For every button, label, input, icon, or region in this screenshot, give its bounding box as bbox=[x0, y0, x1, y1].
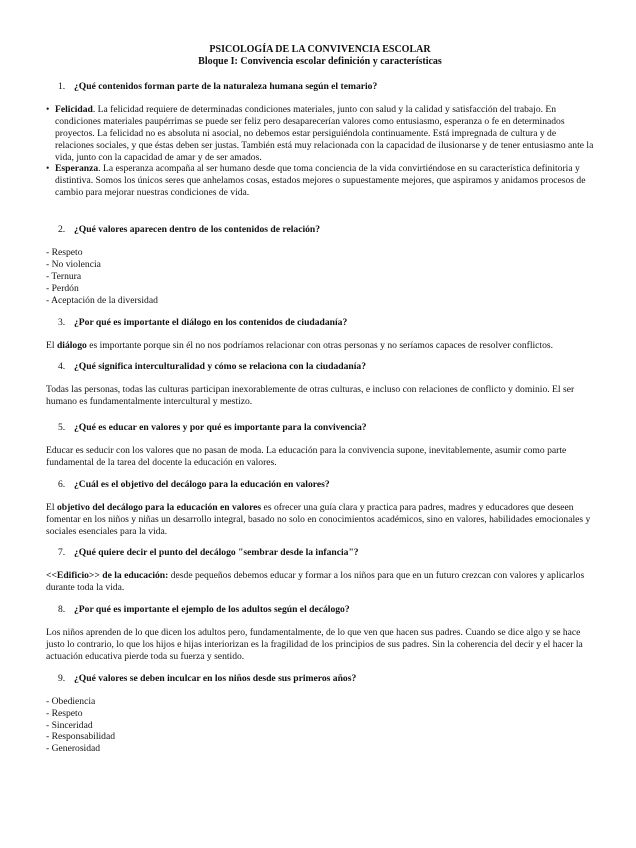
question-2-text: ¿Qué valores aparecen dentro de los contenidos de relación? bbox=[74, 224, 321, 236]
list-item: - Sinceridad bbox=[46, 720, 594, 732]
question-4-answer: Todas las personas, todas las culturas participan inexorablemente de otras culturas, e incluso con relaciones de conflicto y dominio. El ser humano es fundamentalmente intercultural y mestizo. bbox=[46, 384, 575, 408]
question-5: 5. ¿Qué es educar en valores y por qué es importante para la convivencia? bbox=[58, 422, 367, 434]
question-3-text: ¿Por qué es importante el diálogo en los contenidos de ciudadanía? bbox=[74, 316, 348, 328]
question-7-text: ¿Qué quiere decir el punto del decálogo "sembrar desde la infancia"? bbox=[74, 547, 359, 559]
list-item: - Perdón bbox=[46, 283, 594, 295]
question-6: 6. ¿Cuál es el objetivo del decálogo para la educación en valores? bbox=[58, 478, 330, 490]
question-5-text: ¿Qué es educar en valores y por qué es importante para la convivencia? bbox=[74, 422, 367, 434]
question-6-text: ¿Cuál es el objetivo del decálogo para la educación en valores? bbox=[74, 478, 330, 490]
answer-term: Esperanza bbox=[55, 163, 99, 175]
list-item: - Generosidad bbox=[46, 743, 594, 755]
question-1-text: ¿Qué contenidos forman parte de la naturaleza humana según el temario? bbox=[74, 81, 378, 92]
document-subtitle: Bloque I: Convivencia escolar definición y características bbox=[198, 56, 442, 67]
document-page bbox=[46, 44, 594, 755]
question-9-answer-list bbox=[46, 696, 594, 756]
question-1: 1. ¿Qué contenidos forman parte de la naturaleza humana según el temario? bbox=[58, 81, 378, 92]
question-4: 4. ¿Qué significa interculturalidad y cómo se relaciona con la ciudadanía? bbox=[58, 361, 366, 373]
question-7-answer: <<Edificio>> de la educación: desde pequeños debemos educar y formar a los niños para que en un futuro crezcan con valores y aplicarlos durante toda la vida. bbox=[46, 570, 585, 594]
question-5-answer: Educar es seducir con los valores que no pasan de moda. La educación para la convivencia supone, inevitablemente, asumir como parte fundamental de la tarea del docente la educación en valores. bbox=[46, 445, 567, 468]
document-title: PSICOLOGÍA DE LA CONVIVENCIA ESCOLAR bbox=[209, 44, 431, 55]
question-6-answer: El objetivo del decálogo para la educación en valores es ofrecer una guía clara y practica para padres, madres y educadores que deseen fomentar en los niños y niñas un desarrollo integral, basado no solo en conocimientos académicos, sino en valores, habilidades emocionales y sociales esenciales para la vida. bbox=[46, 501, 591, 537]
list-item: • Esperanza. La esperanza acompaña al ser humano desde que toma conciencia de la vida convirtiéndose en su característica definitoria y distintiva. Somos los únicos seres que anhelamos cosas, estados mejores o supuestamente mejores, que aspiramos y anidamos procesos de cambio para mejorar nuestras condiciones de vida. bbox=[46, 163, 594, 199]
question-1-answer-list bbox=[46, 104, 594, 199]
answer-term: diálogo bbox=[56, 339, 87, 351]
list-item: - Respeto bbox=[46, 247, 594, 259]
question-8-text: ¿Por qué es importante el ejemplo de los adultos según el decálogo? bbox=[74, 604, 350, 616]
list-item: - Obediencia bbox=[46, 696, 594, 708]
list-item: - Aceptación de la diversidad bbox=[46, 295, 594, 307]
question-8: 8. ¿Por qué es importante el ejemplo de los adultos según el decálogo? bbox=[58, 604, 350, 616]
answer-term: Felicidad bbox=[55, 103, 93, 115]
list-item: - No violencia bbox=[46, 259, 594, 271]
list-item: - Responsabilidad bbox=[46, 731, 594, 743]
question-3: 3. ¿Por qué es importante el diálogo en los contenidos de ciudadanía? bbox=[58, 316, 348, 328]
question-8-answer: Los niños aprenden de lo que dicen los adultos pero, fundamentalmente, de lo que ven que hacen sus padres. Cuando se dice algo y se hace justo lo contrario, lo que los hijos e hijas interiorizan es la fragilidad de los principios de sus padres. Sin la coherencia del decir y el hacer la actuación educativa pierde toda su fuerza y sentido. bbox=[46, 627, 583, 662]
list-item: - Respeto bbox=[46, 708, 594, 720]
question-4-text: ¿Qué significa interculturalidad y cómo se relaciona con la ciudadanía? bbox=[74, 361, 366, 373]
question-2: 2. ¿Qué valores aparecen dentro de los contenidos de relación? bbox=[58, 224, 321, 236]
question-9-text: ¿Qué valores se deben inculcar en los niños desde sus primeros años? bbox=[74, 672, 357, 684]
question-9: 9. ¿Qué valores se deben inculcar en los niños desde sus primeros años? bbox=[58, 672, 357, 684]
answer-term: objetivo del decálogo para la educación en valores bbox=[56, 501, 262, 513]
question-7: 7. ¿Qué quiere decir el punto del decálogo "sembrar desde la infancia"? bbox=[58, 547, 359, 559]
answer-term: <<Edificio>> de la educación: bbox=[46, 570, 169, 582]
question-2-answer-list bbox=[46, 247, 594, 307]
list-item: - Ternura bbox=[46, 271, 594, 283]
question-3-answer: El diálogo es importante porque sin él no nos podríamos relacionar con otras personas y no seríamos capaces de resolver conflictos. bbox=[46, 339, 554, 351]
list-item: • Felicidad. La felicidad requiere de determinadas condiciones materiales, junto con salud y la calidad y satisfacción del trabajo. En condiciones materiales paupérrimas se puede ser feliz pero desaparecerían valores como entusiasmo, esperanza o fe en determinados proyectos. La felicidad no es absoluta ni asocial, no debemos estar persiguiéndola continuamente. Está impregnada de cultura y de relaciones sociales, y que éstas deben ser justas. También está muy relacionada con la capacidad de ilusionarse y de tener entusiasmo ante la vida, junto con la capacidad de amar y de ser amados. bbox=[46, 104, 594, 164]
